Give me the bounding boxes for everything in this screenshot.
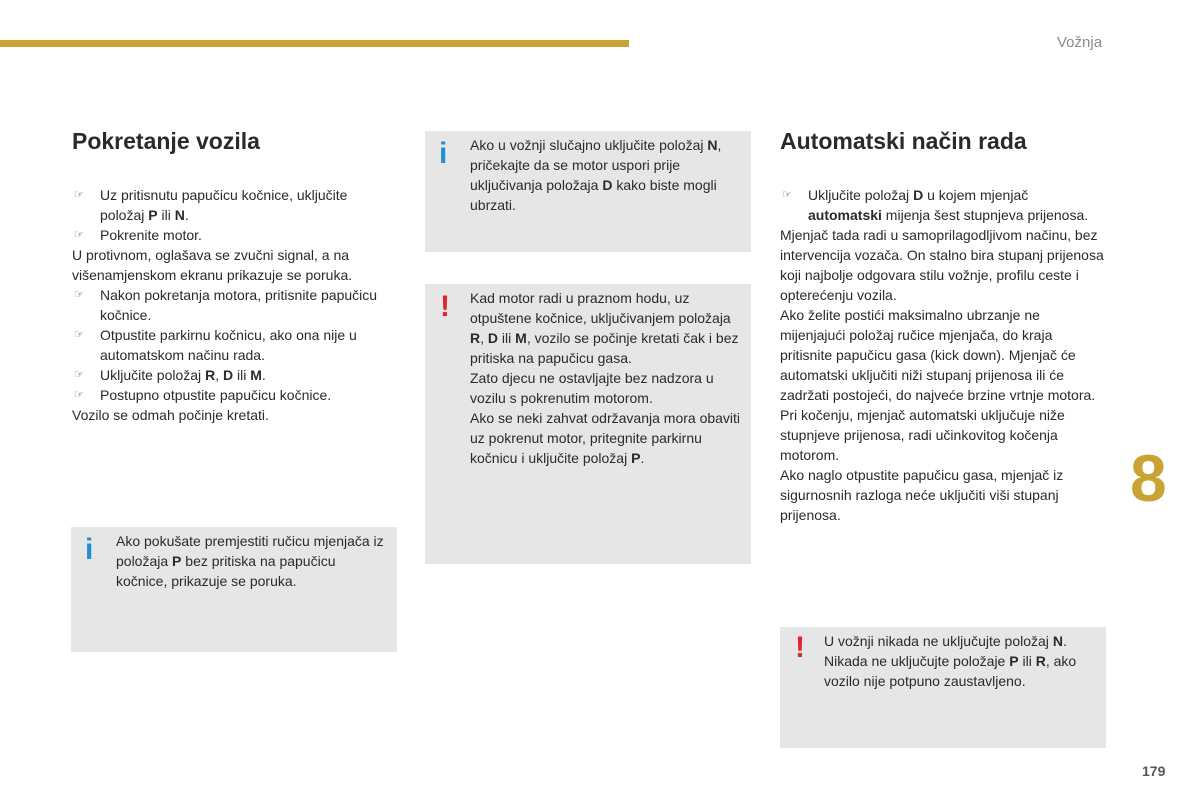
right-warning-box xyxy=(780,627,1106,748)
right-paragraph: Mjenjač tada radi u samoprilagodljivom načinu, bez intervencija vozača. On stalno bira stupanj prijenosa koji najbolje odgovara stilu vožnje, profilu ceste i opterećenju vozila. xyxy=(780,227,1104,303)
right-warning-paragraph: Nikada ne uključujte položaje P ili R, ako vozilo nije potpuno zaustavljeno. xyxy=(824,653,1077,689)
middle-warning-paragraph: Ako se neki zahvat održavanja mora obaviti uz pokrenut motor, pritegnite parkirnu kočnicu i uključite položaj P. xyxy=(470,410,741,466)
middle-warning-paragraph: Zato djecu ne ostavljajte bez nadzora u vozilu s pokrenutim motorom. xyxy=(470,370,714,406)
left-bullet-item: ☞ Nakon pokretanja motora, pritisnite papučicu kočnice. xyxy=(74,287,378,323)
left-bullet-item: ☞ Uz pritisnutu papučicu kočnice, uključite položaj P ili N. xyxy=(74,187,348,223)
pointing-hand-icon: ☞ xyxy=(74,389,84,401)
pointing-hand-icon: ☞ xyxy=(74,229,84,241)
left-paragraph: U protivnom, oglašava se zvučni signal, a na višenamjenskom ekranu prikazuje se poruka. xyxy=(72,247,353,283)
middle-info-text xyxy=(470,135,746,215)
right-heading: Automatski način rada xyxy=(780,128,1027,154)
left-bullet-item: ☞ Postupno otpustite papučicu kočnice. xyxy=(74,387,332,403)
middle-info-paragraph: Ako u vožnji slučajno uključite položaj N, pričekajte da se motor uspori prije uključivanja položaja D kako biste mogli ubrzati. xyxy=(470,137,722,213)
right-warning-paragraph: U vožnji nikada ne uključujte položaj N. xyxy=(824,633,1067,649)
middle-warning-box xyxy=(425,284,751,564)
pointing-hand-icon: ☞ xyxy=(74,369,84,381)
left-bullet-item: ☞ Otpustite parkirnu kočnicu, ako ona nije u automatskom načinu rada. xyxy=(74,327,357,363)
header-accent-bar xyxy=(0,40,629,47)
left-info-box xyxy=(71,527,397,652)
right-paragraph: Ako naglo otpustite papučicu gasa, mjenjač iz sigurnosnih razloga neće uključiti viši stupanj prijenosa. xyxy=(780,467,1064,523)
middle-warning-text xyxy=(470,288,746,468)
left-paragraph: Vozilo se odmah počinje kretati. xyxy=(72,407,269,423)
right-warning-text xyxy=(824,631,1100,691)
middle-warning-paragraph: Kad motor radi u praznom hodu, uz otpuštene kočnice, uključivanjem položaja R, D ili M, vozilo se počinje kretati čak i bez pritiska na papučicu gasa. xyxy=(470,290,739,366)
left-info-text xyxy=(116,531,388,591)
warning-icon: ! xyxy=(440,290,450,323)
right-bullet-item: ☞ Uključite položaj D u kojem mjenjač automatski mijenja šest stupnjeva prijenosa. xyxy=(782,187,1089,223)
section-title: Vožnja xyxy=(1057,34,1103,51)
pointing-hand-icon: ☞ xyxy=(782,189,792,201)
left-heading: Pokretanje vozila xyxy=(72,128,260,154)
middle-info-box xyxy=(425,131,751,252)
pointing-hand-icon: ☞ xyxy=(74,189,84,201)
right-body xyxy=(780,185,1106,525)
page-number: 179 xyxy=(1142,763,1166,779)
warning-icon: ! xyxy=(795,631,805,664)
info-icon: i xyxy=(439,137,448,170)
info-icon: i xyxy=(85,533,94,566)
chapter-number: 8 xyxy=(1130,441,1167,515)
right-paragraph: Ako želite postići maksimalno ubrzanje ne mijenjajući položaj ručice mjenjača, do kraja pritisnite papučicu gasa (kick down). Mjenjač će automatski uključiti niži stupanj prijenosa ili će zadržati postojeći, do najveće brzine vrtnje motora. xyxy=(780,307,1096,403)
left-body xyxy=(72,185,392,425)
left-bullet-item: ☞ Pokrenite motor. xyxy=(74,227,202,243)
right-paragraph: Pri kočenju, mjenjač automatski uključuje niže stupnjeve prijenosa, radi učinkovitog kočenja motorom. xyxy=(780,407,1065,463)
pointing-hand-icon: ☞ xyxy=(74,329,84,341)
left-bullet-item: ☞ Uključite položaj R, D ili M. xyxy=(74,367,266,383)
pointing-hand-icon: ☞ xyxy=(74,289,84,301)
left-info-paragraph: Ako pokušate premjestiti ručicu mjenjača iz položaja P bez pritiska na papučicu kočnice, prikazuje se poruka. xyxy=(116,533,384,589)
